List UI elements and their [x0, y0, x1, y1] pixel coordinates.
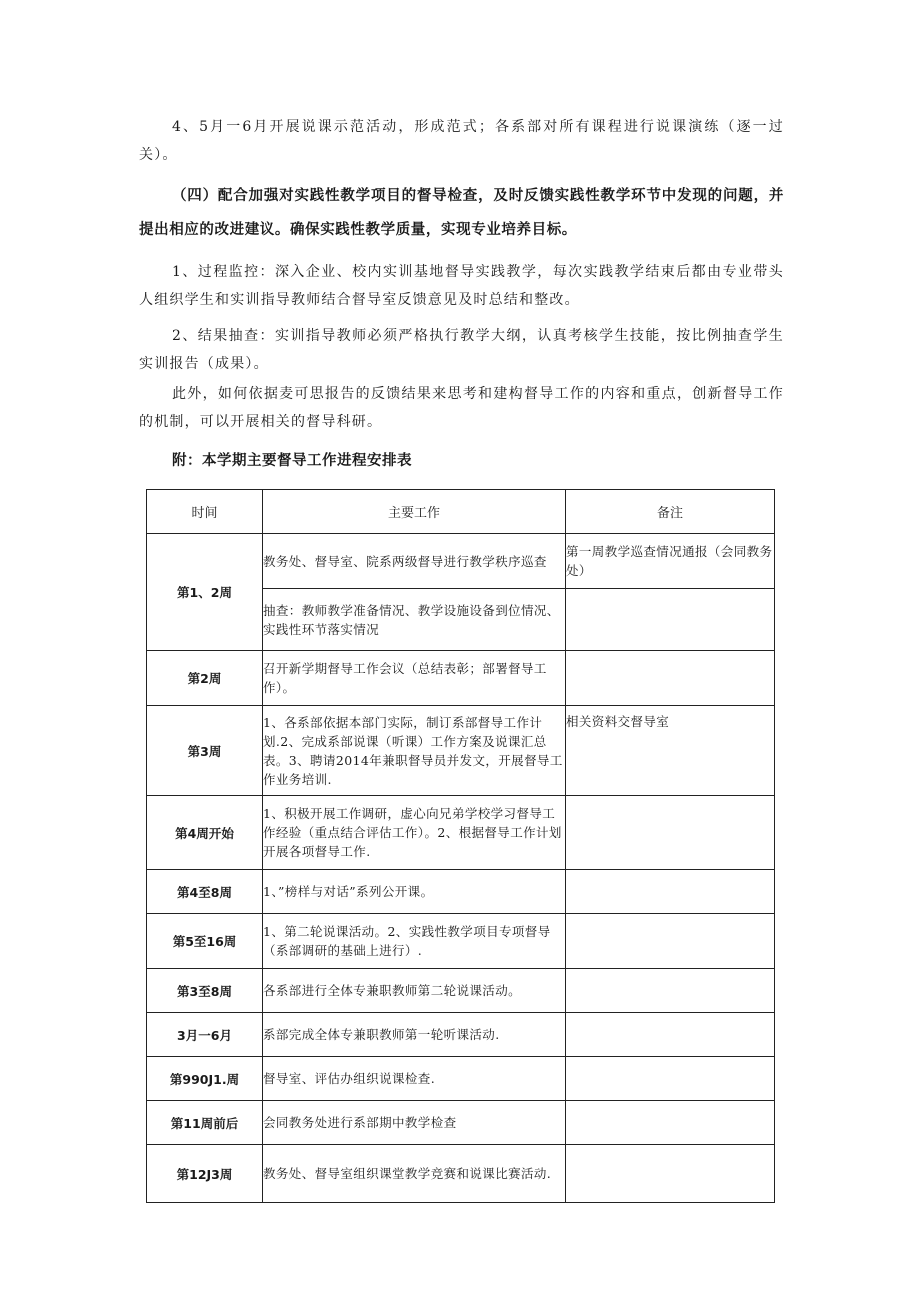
note-cell: [566, 1101, 775, 1145]
work-cell: 召开新学期督导工作会议（总结表彰；部署督导工作）。: [263, 651, 566, 706]
table-row: [147, 706, 775, 796]
note-cell: 相关资料交督导室: [566, 706, 775, 796]
work-cell: 教务处、督导室、院系两级督导进行教学秩序巡查: [263, 534, 566, 589]
work-cell: 1、积极开展工作调研，虚心向兄弟学校学习督导工作经验（重点结合评估工作）。2、根据督导工作计划开展各项督导工作.: [263, 796, 566, 870]
time-cell: 第990J1.周: [147, 1057, 263, 1101]
table-row: [147, 870, 775, 914]
schedule-table: [146, 489, 775, 1203]
work-cell: 会同教务处进行系部期中教学检查: [263, 1101, 566, 1145]
paragraph-result-sampling: 2、结果抽查：实训指导教师必须严格执行教学大纲，认真考核学生技能，按比例抽查学生实训报告（成果）。: [139, 328, 784, 372]
header-note: 备注: [566, 490, 775, 534]
header-work: 主要工作: [263, 490, 566, 534]
time-cell: 第12J3周: [147, 1145, 263, 1203]
note-cell: 第一周教学巡查情况通报（会同教务处）: [566, 534, 775, 589]
work-cell: 抽查：教师教学准备情况、教学设施设备到位情况、实践性环节落实情况: [263, 589, 566, 651]
appendix-title: 附：本学期主要督导工作进程安排表: [172, 453, 412, 469]
table-row: [147, 1057, 775, 1101]
note-cell: [566, 870, 775, 914]
table-row: [147, 969, 775, 1013]
time-cell: 第5至16周: [147, 914, 263, 969]
time-cell: 第11周前后: [147, 1101, 263, 1145]
header-time: 时间: [147, 490, 263, 534]
table-row: [147, 1013, 775, 1057]
work-cell: 1、各系部依据本部门实际，制订系部督导工作计划.2、完成系部说课（听课）工作方案及说课汇总表。3、聘请2014年兼职督导员并发文，开展督导工作业务培训.: [263, 706, 566, 796]
note-cell: [566, 796, 775, 870]
paragraph-demo-activity: 4、5月一6月开展说课示范活动，形成范式；各系部对所有课程进行说课演练（逐一过关）。: [139, 119, 784, 163]
table-row: [147, 796, 775, 870]
note-cell: [566, 651, 775, 706]
table-row: [147, 914, 775, 969]
table-row: [147, 651, 775, 706]
time-cell: 第2周: [147, 651, 263, 706]
paragraph-process-monitoring: 1、过程监控：深入企业、校内实训基地督导实践教学，每次实践教学结束后都由专业带头人组织学生和实训指导教师结合督导室反馈意见及时总结和整改。: [139, 264, 784, 308]
work-cell: 各系部进行全体专兼职教师第二轮说课活动。: [263, 969, 566, 1013]
table-header-row: [147, 490, 775, 534]
note-cell: [566, 969, 775, 1013]
work-cell: 系部完成全体专兼职教师第一轮听课活动.: [263, 1013, 566, 1057]
paragraph-mycos-report: 此外，如何依据麦可思报告的反馈结果来思考和建构督导工作的内容和重点，创新督导工作的机制，可以开展相关的督导科研。: [139, 386, 784, 430]
note-cell: [566, 1057, 775, 1101]
note-cell: [566, 589, 775, 651]
table-row: [147, 534, 775, 589]
time-cell: 第4周开始: [147, 796, 263, 870]
time-cell: 第4至8周: [147, 870, 263, 914]
time-cell: 第3至8周: [147, 969, 263, 1013]
time-cell: 第3周: [147, 706, 263, 796]
table-row: [147, 1101, 775, 1145]
work-cell: 教务处、督导室组织课堂教学竞赛和说课比赛活动.: [263, 1145, 566, 1203]
note-cell: [566, 1013, 775, 1057]
work-cell: 1、第二轮说课活动。2、实践性教学项目专项督导（系部调研的基础上进行）.: [263, 914, 566, 969]
work-cell: 督导室、评估办组织说课检查.: [263, 1057, 566, 1101]
table-row: [147, 1145, 775, 1203]
note-cell: [566, 914, 775, 969]
section-heading-practical-teaching: （四）配合加强对实践性教学项目的督导检查，及时反馈实践性教学环节中发现的问题，并提出相应的改进建议。确保实践性教学质量，实现专业培养目标。: [139, 188, 784, 238]
time-cell: 3月一6月: [147, 1013, 263, 1057]
work-cell: 1、”榜样与对话”系列公开课。: [263, 870, 566, 914]
time-cell: 第1、2周: [147, 534, 263, 651]
note-cell: [566, 1145, 775, 1203]
